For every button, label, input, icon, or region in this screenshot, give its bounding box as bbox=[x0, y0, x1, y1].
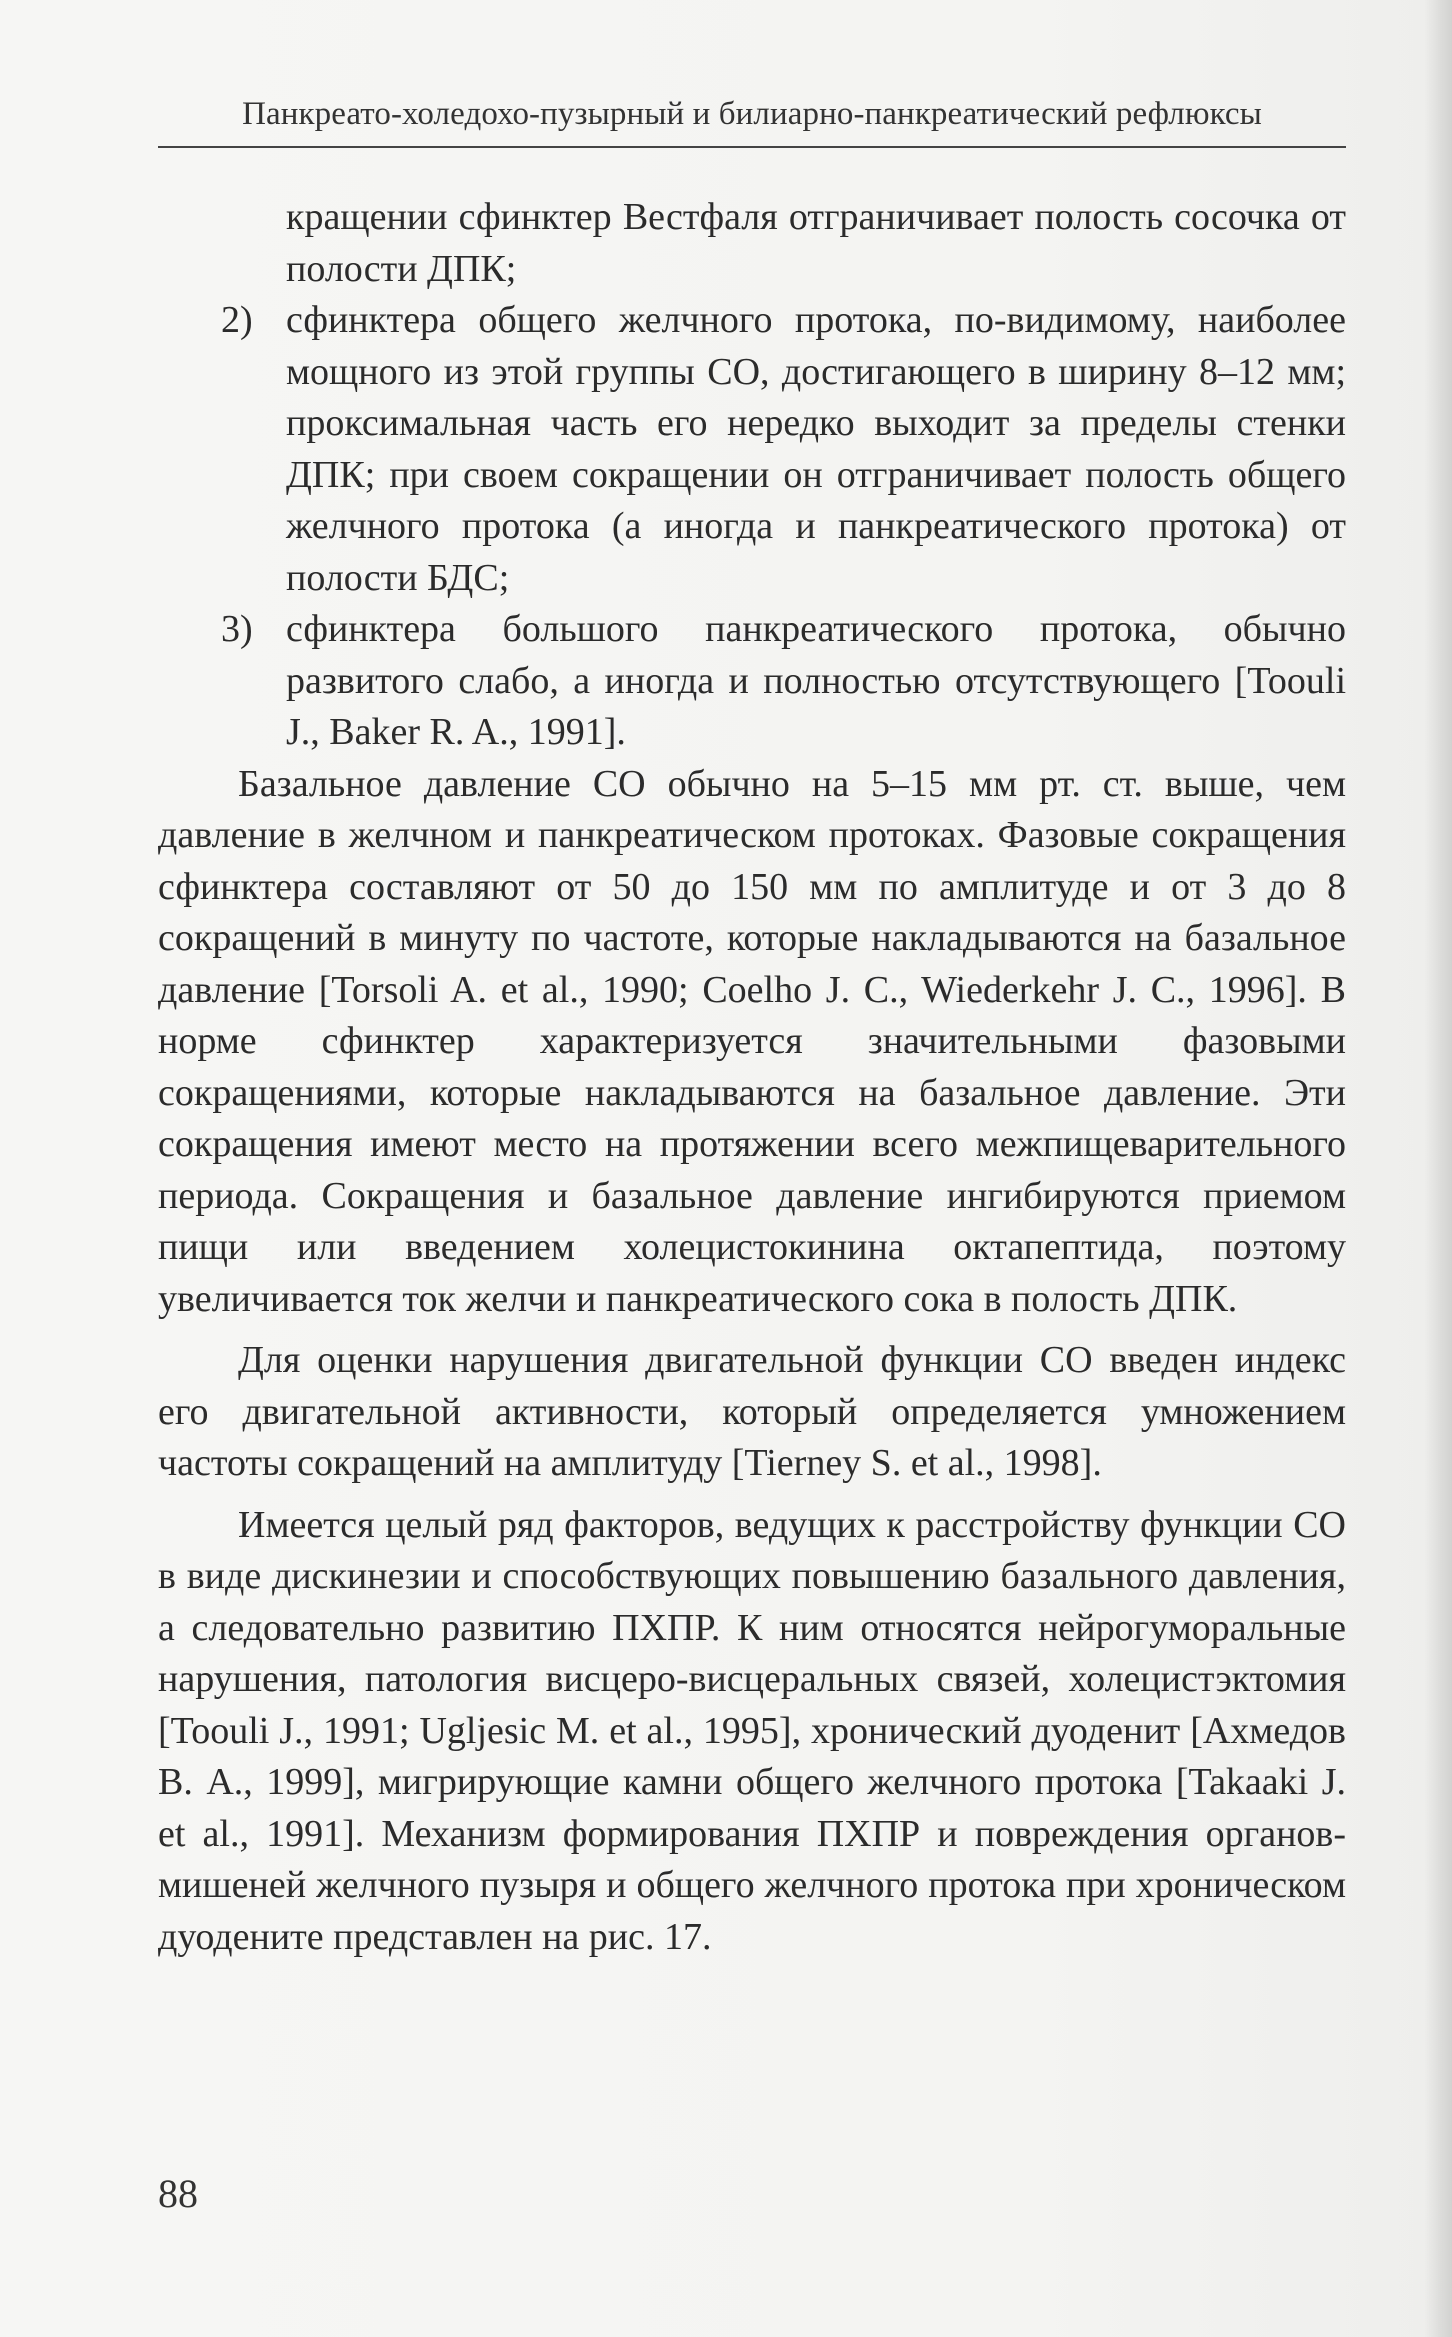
list-item bbox=[221, 604, 1346, 759]
running-header: Панкреато-холедохо-пузырный и билиарно-панкреатический рефлюксы bbox=[242, 96, 1262, 132]
header-rule bbox=[158, 146, 1346, 148]
list-item bbox=[221, 295, 1346, 604]
list-item-text: сфинктера большого панкреатического протока, обычно развитого слабо, а иногда и полностью отсутствующего [Toouli J., Baker R. A., 1991]. bbox=[286, 608, 1346, 753]
paragraph: Базальное давление СО обычно на 5–15 мм рт. ст. выше, чем давление в желчном и панкреатическом протоках. Фазовые сокращения сфинктера составляют от 50 до 150 мм по амплитуде и от 3 до 8 сокращений в минуту по частоте, которые накладываются на базальное давление [Torsoli A. et al., 1990; Coelho J. C., Wiederkehr J. C., 1996]. В норме сфинктер характеризуется значительными фазовыми сокращениями, которые накладываются на базальное давление. Эти сокращения имеют место на протяжении всего межпищеварительного периода. Сокращения и базальное давление ингибируются приемом пищи или введением холецистокинина октапептида, поэтому увеличивается ток желчи и панкреатического сока в полость ДПК. bbox=[158, 762, 1346, 1320]
continued-list-item: кращении сфинктер Вестфаля отграничивает полость сосочка от полости ДПК; bbox=[286, 196, 1346, 290]
page-number: 88 bbox=[158, 2171, 198, 2216]
paragraph-gap bbox=[158, 1325, 1346, 1335]
main-text bbox=[158, 192, 1346, 1963]
list-item-text: сфинктера общего желчного протока, по-видимому, наиболее мощного из этой группы СО, достигающего в ширину 8–12 мм; проксимальная часть его нередко выходит за пределы стенки ДПК; при своем сокращении он отграничивает полость общего желчного протока (а иногда и панкреатического протока) от полости БДС; bbox=[286, 299, 1346, 599]
list-item-number: 2) bbox=[221, 299, 253, 341]
list-item-number: 3) bbox=[221, 608, 253, 650]
paragraph-gap bbox=[158, 1490, 1346, 1500]
page-edge-shadow bbox=[1424, 0, 1452, 2337]
paragraph: Для оценки нарушения двигательной функции СО введен индекс его двигательной активности, который определяется умножением частоты сокращений на амплитуду [Tierney S. et al., 1998]. bbox=[158, 1339, 1346, 1484]
paragraph: Имеется целый ряд факторов, ведущих к расстройству функции СО в виде дискинезии и способствующих повышению базального давления, а следовательно развитию ПХПР. К ним относятся нейрогуморальные нарушения, патология висцеро-висцеральных связей, холецистэктомия [Toouli J., 1991; Ugljesic M. et al., 1995], хронический дуоденит [Ахмедов В. А., 1999], мигрирующие камни общего желчного протока [Takaaki J. et al., 1991]. Механизм формирования ПХПР и повреждения органов-мишеней желчного пузыря и общего желчного протока при хроническом дуодените представлен на рис. 17. bbox=[158, 1503, 1346, 1958]
